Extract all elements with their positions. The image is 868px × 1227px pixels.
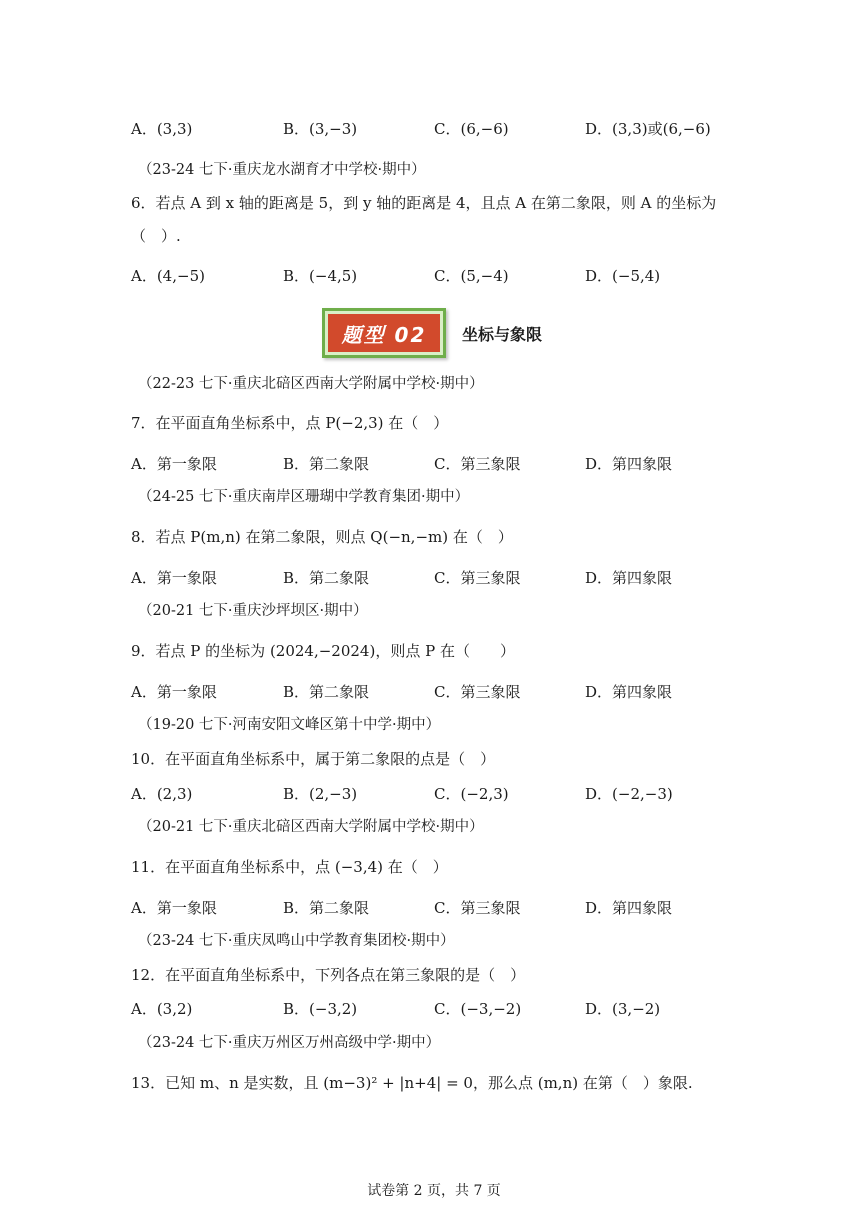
q5-option-d: D．(3,3)或(6,−6) xyxy=(585,120,711,138)
q7-option-b: B．第二象限 xyxy=(283,455,370,473)
q7-option-c: C．第三象限 xyxy=(434,455,521,473)
q13-source: （23-24 七下·重庆万州区万州高级中学·期中） xyxy=(138,1035,441,1051)
q8-options xyxy=(131,567,771,589)
q10-option-d: D．(−2,−3) xyxy=(585,785,673,803)
q7-stem: 7．在平面直角坐标系中，点 P(−2,3) 在（ ） xyxy=(131,414,449,432)
q11-option-b: B．第二象限 xyxy=(283,899,370,917)
q8-option-b: B．第二象限 xyxy=(283,569,370,587)
q7-option-d: D．第四象限 xyxy=(585,455,673,473)
q10-option-a: A．(2,3) xyxy=(131,785,193,803)
q9-option-b: B．第二象限 xyxy=(283,683,370,701)
q10-option-b: B．(2,−3) xyxy=(283,785,358,803)
q10-option-c: C．(−2,3) xyxy=(434,785,509,803)
q9-option-c: C．第三象限 xyxy=(434,683,521,701)
q10-source: （19-20 七下·河南安阳文峰区第十中学·期中） xyxy=(138,717,441,733)
q8-stem: 8．若点 P(m,n) 在第二象限，则点 Q(−n,−m) 在（ ） xyxy=(131,528,513,546)
q10-stem: 10．在平面直角坐标系中，属于第二象限的点是（ ） xyxy=(131,750,496,768)
page-footer: 试卷第 2 页，共 7 页 xyxy=(367,1183,501,1199)
q12-option-d: D．(3,−2) xyxy=(585,1000,661,1018)
q7-source: （22-23 七下·重庆北碚区西南大学附属中学校·期中） xyxy=(138,376,484,392)
q6-option-b: B．(−4,5) xyxy=(283,267,358,285)
q11-option-a: A．第一象限 xyxy=(131,899,217,917)
q11-options xyxy=(131,897,771,919)
q5-option-a: A．(3,3) xyxy=(131,120,193,138)
q7-options xyxy=(131,453,771,475)
q6-source: （23-24 七下·重庆龙水湖育才中学校·期中） xyxy=(138,162,426,178)
q12-stem: 12．在平面直角坐标系中，下列各点在第三象限的是（ ） xyxy=(131,966,526,984)
q9-options xyxy=(131,681,771,703)
q12-option-c: C．(−3,−2) xyxy=(434,1000,522,1018)
q9-source: （20-21 七下·重庆沙坪坝区·期中） xyxy=(138,603,368,619)
q9-option-d: D．第四象限 xyxy=(585,683,673,701)
q9-option-a: A．第一象限 xyxy=(131,683,217,701)
section-badge-label: 题型 02 xyxy=(328,314,440,352)
section-title: 坐标与象限 xyxy=(462,324,543,344)
q6-option-d: D．(−5,4) xyxy=(585,267,661,285)
q13-stem: 13．已知 m、n 是实数，且 (m−3)² + |n+4| = 0，那么点 (m,n) 在第（ ）象限. xyxy=(131,1074,693,1092)
q11-source: （20-21 七下·重庆北碚区西南大学附属中学校·期中） xyxy=(138,819,484,835)
q11-stem: 11．在平面直角坐标系中，点 (−3,4) 在（ ） xyxy=(131,858,448,876)
q11-option-c: C．第三象限 xyxy=(434,899,521,917)
section-header xyxy=(322,305,542,361)
q12-option-b: B．(−3,2) xyxy=(283,1000,358,1018)
q6-stem-cont: （ ）. xyxy=(131,227,181,245)
q5-options xyxy=(131,118,771,140)
q12-option-a: A．(3,2) xyxy=(131,1000,193,1018)
section-badge xyxy=(322,308,446,358)
q8-option-a: A．第一象限 xyxy=(131,569,217,587)
q12-source: （23-24 七下·重庆凤鸣山中学教育集团校·期中） xyxy=(138,933,455,949)
q12-options xyxy=(131,998,771,1020)
q6-options xyxy=(131,265,771,287)
q8-option-d: D．第四象限 xyxy=(585,569,673,587)
q6-stem: 6．若点 A 到 x 轴的距离是 5，到 y 轴的距离是 4，且点 A 在第二象限，则 A 的坐标为 xyxy=(131,194,717,212)
q9-stem: 9．若点 P 的坐标为 (2024,−2024)，则点 P 在（ ） xyxy=(131,642,515,660)
q6-option-c: C．(5,−4) xyxy=(434,267,509,285)
q5-option-b: B．(3,−3) xyxy=(283,120,358,138)
q8-source: （24-25 七下·重庆南岸区珊瑚中学教育集团·期中） xyxy=(138,489,470,505)
q7-option-a: A．第一象限 xyxy=(131,455,217,473)
q10-options xyxy=(131,783,771,805)
q6-option-a: A．(4,−5) xyxy=(131,267,205,285)
q11-option-d: D．第四象限 xyxy=(585,899,673,917)
q5-option-c: C．(6,−6) xyxy=(434,120,509,138)
q8-option-c: C．第三象限 xyxy=(434,569,521,587)
